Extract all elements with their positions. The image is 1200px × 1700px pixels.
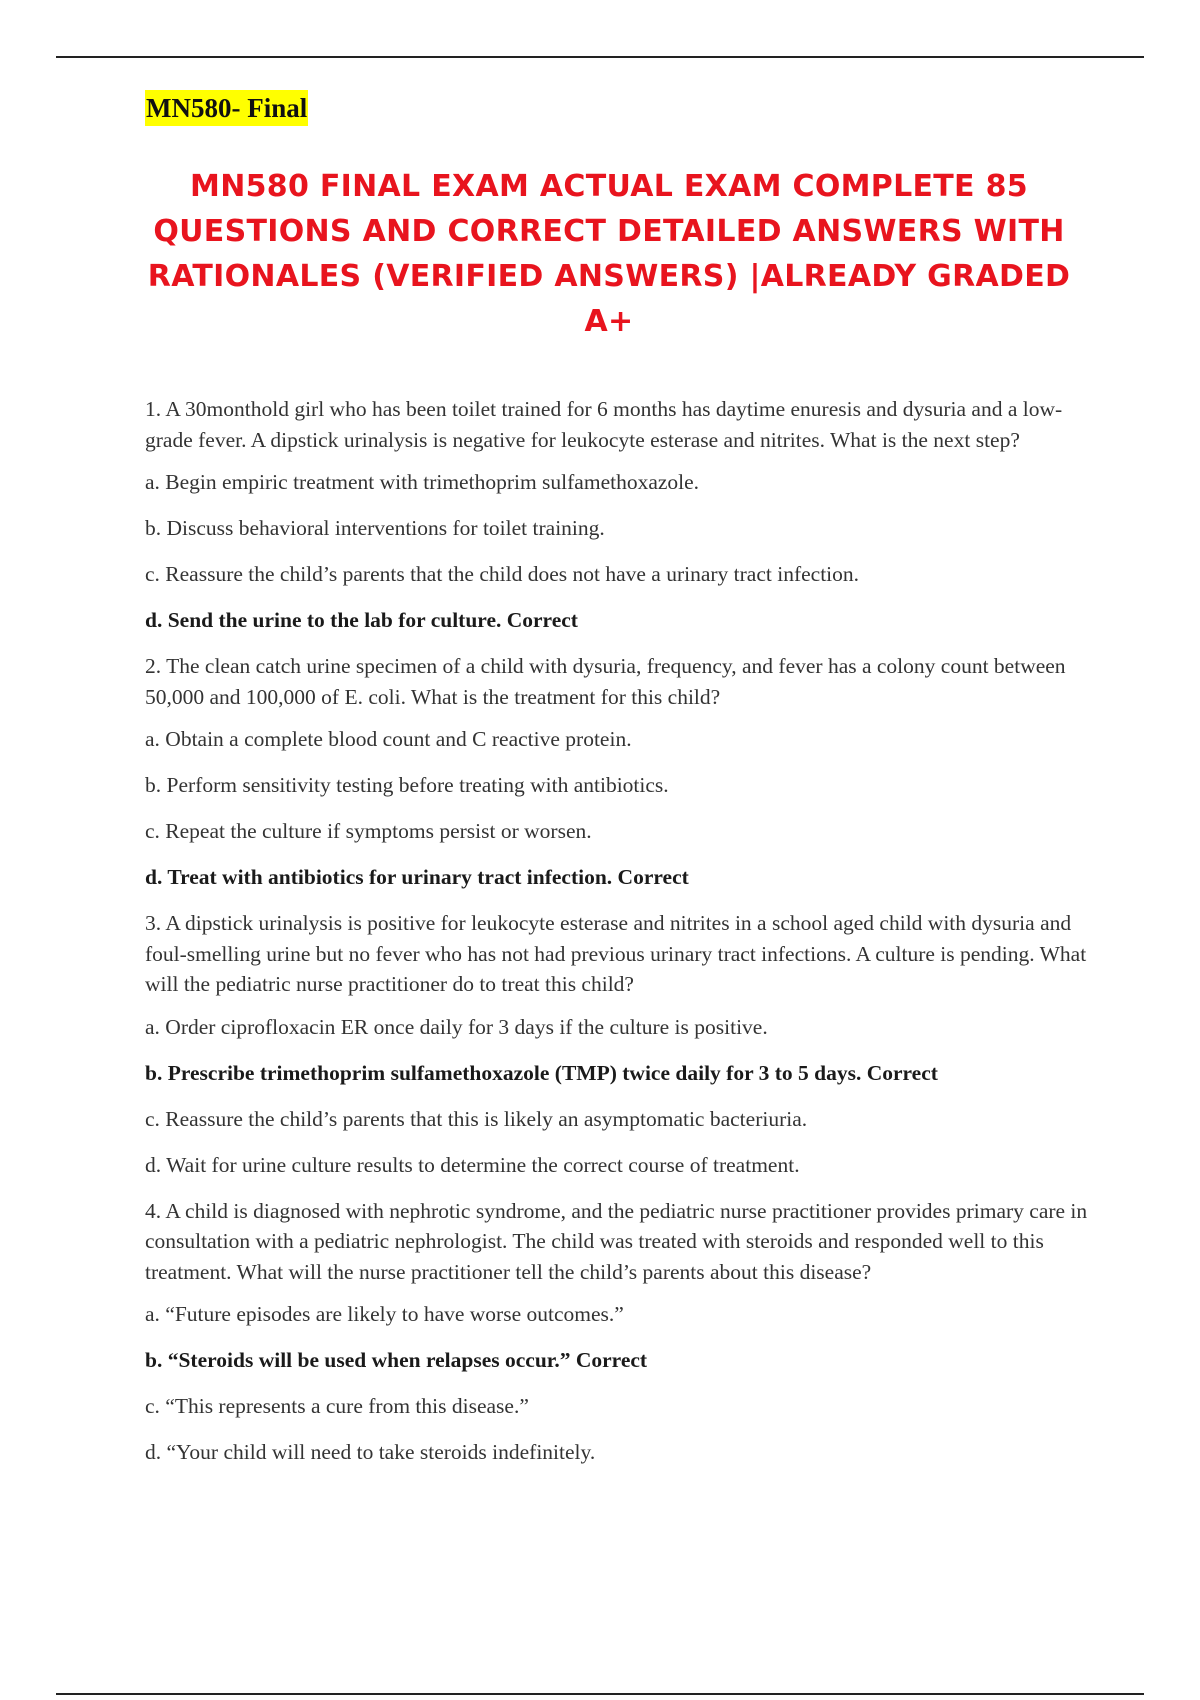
answer-option: b. Discuss behavioral interventions for toilet training. <box>145 516 605 540</box>
top-rule <box>56 56 1144 58</box>
answer-option: a. Obtain a complete blood count and C reactive protein. <box>145 727 632 751</box>
answer-option: d. Wait for urine culture results to determine the correct course of treatment. <box>145 1152 800 1177</box>
correct-answer-option: b. “Steroids will be used when relapses occur.” Correct <box>145 1348 648 1372</box>
answer-option: a. Order ciprofloxacin ER once daily for 3 days if the culture is positive. <box>145 1014 768 1039</box>
document-body <box>145 90 1090 1483</box>
correct-answer-option: d. Treat with antibiotics for urinary tract infection. Correct <box>145 865 689 889</box>
correct-answer-option: d. Send the urine to the lab for culture. Correct <box>145 608 578 632</box>
answer-option: c. Repeat the culture if symptoms persist or worsen. <box>145 819 592 843</box>
course-label: MN580- Final <box>145 90 308 126</box>
question-stem: 3. A dipstick urinalysis is positive for leukocyte esterase and nitrites in a school aged child with dysuria and foul-smelling urine but no fever who has not had previous urinary tract infections. A culture is pending. What will the pediatric nurse practitioner do to treat this child? <box>145 911 1087 996</box>
question-2 <box>145 651 1090 893</box>
question-1 <box>145 394 1090 636</box>
question-stem: 2. The clean catch urine specimen of a child with dysuria, frequency, and fever has a colony count between 50,000 and 100,000 of E. coli. What is the treatment for this child? <box>145 654 1066 709</box>
answer-option: d. “Your child will need to take steroids indefinitely. <box>145 1440 596 1464</box>
bottom-rule <box>56 1693 1144 1695</box>
question-stem: 4. A child is diagnosed with nephrotic syndrome, and the pediatric nurse practitioner provides primary care in consultation with a pediatric nephrologist. The child was treated with steroids and responded well to this treatment. What will the nurse practitioner tell the child’s parents about this disease? <box>145 1198 1088 1284</box>
answer-option: c. Reassure the child’s parents that this is likely an asymptomatic bacteriuria. <box>145 1106 808 1131</box>
document-title: MN580 FINAL EXAM ACTUAL EXAM COMPLETE 85 QUESTIONS AND CORRECT DETAILED ANSWERS WITH RATIONALES (VERIFIED ANSWERS) |ALREADY GRADED A+ <box>147 169 1071 339</box>
answer-option: c. Reassure the child’s parents that the child does not have a urinary tract infection. <box>145 562 860 586</box>
answer-option: b. Perform sensitivity testing before treating with antibiotics. <box>145 773 669 797</box>
answer-option: a. “Future episodes are likely to have worse outcomes.” <box>145 1302 624 1326</box>
question-stem: 1. A 30monthold girl who has been toilet trained for 6 months has daytime enuresis and dysuria and a low-grade fever. A dipstick urinalysis is negative for leukocyte esterase and nitrites. What is the next step? <box>145 397 1063 452</box>
question-3 <box>145 908 1090 1180</box>
question-list <box>145 394 1090 1468</box>
answer-option: c. “This represents a cure from this disease.” <box>145 1394 529 1418</box>
question-4 <box>145 1196 1090 1468</box>
correct-answer-option: b. Prescribe trimethoprim sulfamethoxazole (TMP) twice daily for 3 to 5 days. Correct <box>145 1060 938 1085</box>
answer-option: a. Begin empiric treatment with trimethoprim sulfamethoxazole. <box>145 470 700 494</box>
